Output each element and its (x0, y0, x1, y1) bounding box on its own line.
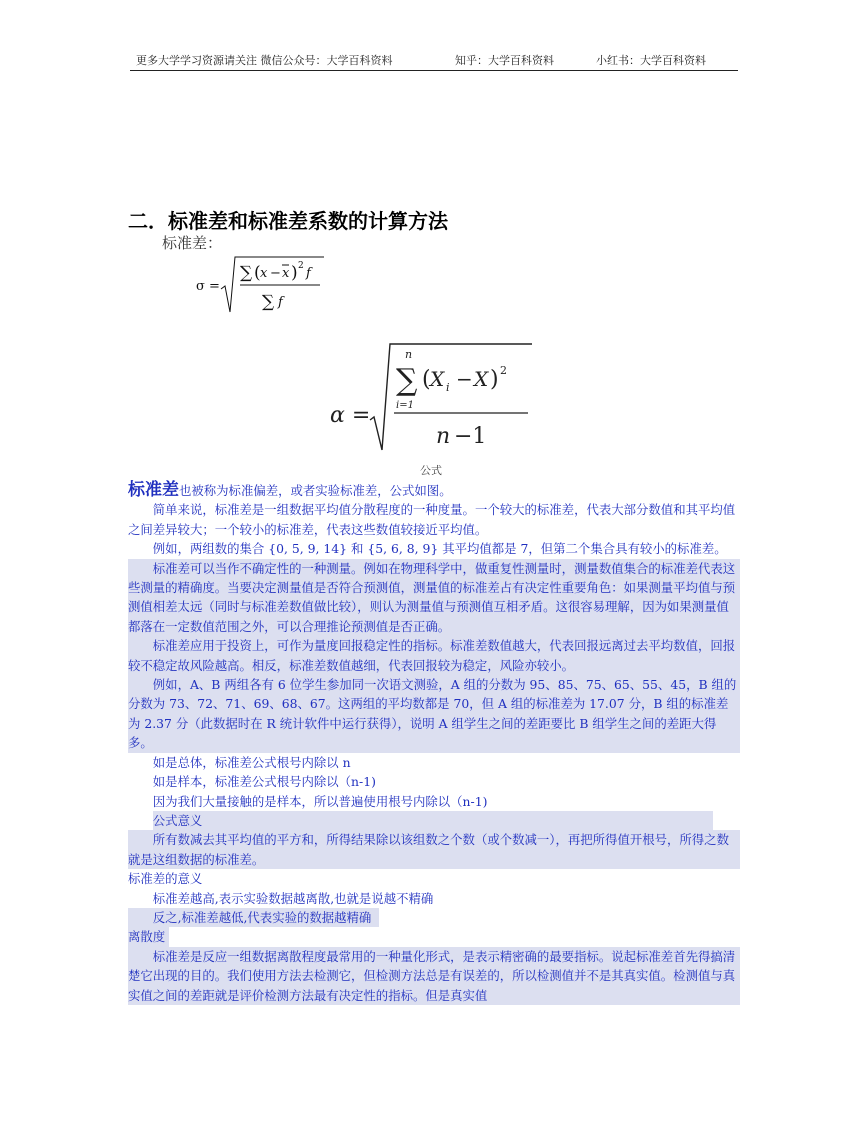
document-body (128, 481, 740, 1005)
paragraph-14: 离散度 (128, 927, 169, 946)
svg-text:(: ( (422, 367, 431, 392)
paragraph-10: 所有数减去其平均值的平方和，所得结果除以该组数之个数（或个数减一），再把所得值开根号，所得之数就是这组数据的标准差。 (128, 830, 740, 869)
header-middle-text: 知乎：大学百科资料 (455, 54, 554, 67)
paragraph-13: 反之,标准差越低,代表实验的数据越精确 (128, 908, 379, 927)
paragraph-3: 标准差可以当作不确定性的一种测量。例如在物理科学中，做重复性测量时，测量数值集合的标准差代表这些测量的精确度。当要决定测量值是否符合预测值，测量值的标准差占有决定性重要角色：如果测量平均值与预测值相差太远（同时与标准差数值做比较），则认为测量值与预测值互相矛盾。这很容易理解，因为如果测量值都落在一定数值范围之外，可以合理推论预测值是否正确。 (128, 559, 740, 637)
paragraph-5: 例如，A、B 两组各有 6 位学生参加同一次语文测验，A 组的分数为 95、85、75、65、55、45，B 组的分数为 73、72、71、69、68、67。这两组的平均数都是 70，但 A 组的标准差为 17.07 分，B 组的标准差为 2.37 分（此数据时在 R 统计软件中运行获得），说明 A 组学生之间的差距要比 B 组学生之间的差距大得多。 (128, 675, 740, 753)
svg-text:f: f (278, 295, 283, 310)
section-title: 二．标准差和标准差系数的计算方法 (128, 209, 448, 233)
paragraph-7: 如是样本，标准差公式根号内除以（n-1) (152, 774, 376, 790)
intro-paragraph (128, 481, 740, 500)
paragraph-9-wrap (128, 811, 740, 830)
svg-text:∑: ∑ (396, 363, 418, 398)
svg-text:∑: ∑ (262, 292, 275, 312)
lead-rest: 也被称为标准偏差，或者实验标准差，公式如图。 (179, 483, 452, 498)
header-left-text: 更多大学学习资源请关注 微信公众号：大学百科资料 (136, 54, 393, 67)
std-formula-grouped (196, 252, 331, 322)
svg-text:x: x (260, 266, 268, 281)
lead-term: 标准差 (128, 480, 179, 500)
svg-text:n: n (436, 424, 451, 449)
svg-text:n: n (405, 348, 413, 361)
svg-text:X: X (430, 367, 445, 391)
formula1-lhs: σ = (196, 279, 220, 294)
svg-text:−1: −1 (454, 424, 487, 449)
svg-text:x: x (282, 266, 290, 281)
svg-text:2: 2 (500, 364, 507, 377)
header-right-text: 小红书：大学百科资料 (596, 54, 706, 67)
paragraph-12: 标准差越高,表示实验数据越离散,也就是说越不精确 (152, 890, 434, 906)
formula-caption: 公式 (420, 464, 442, 477)
paragraph-15: 标准差是反应一组数据离散程度最常用的一种量化形式，是表示精密确的最要指标。说起标准差首先得搞清楚它出现的目的。我们使用方法去检测它，但检测方法总是有误差的，所以检测值并不是其真实值。检测值与真实值之间的差距就是评价检测方法最有决定性的指标。但是真实值 (128, 947, 740, 1005)
std-formula-sample (326, 340, 541, 455)
svg-text:): ) (490, 367, 499, 392)
paragraph-9: 公式意义 (153, 811, 713, 830)
paragraph-2: 例如，两组数的集合 {0, 5, 9, 14} 和 {5, 6, 8, 9} 其平均值都是 7，但第二个集合具有较小的标准差。 (152, 541, 727, 557)
std-label: 标准差： (162, 234, 223, 252)
paragraph-13-wrap (128, 908, 740, 927)
svg-text:f: f (306, 266, 311, 281)
svg-text:): ) (291, 263, 298, 283)
svg-text:X: X (474, 367, 489, 391)
paragraph-14-wrap (128, 927, 740, 946)
paragraph-1: 简单来说，标准差是一组数据平均值分散程度的一种度量。一个较大的标准差，代表大部分数值和其平均值之间差异较大；一个较小的标准差，代表这些数值较接近平均值。 (128, 502, 736, 537)
svg-text:2: 2 (298, 261, 304, 271)
paragraph-6: 如是总体，标准差公式根号内除以 n (152, 754, 351, 770)
svg-text:∑: ∑ (240, 263, 253, 283)
paragraph-8: 因为我们大量接触的是样本，所以普遍使用根号内除以（n-1) (152, 793, 488, 809)
formula2-lhs: α = (330, 403, 371, 428)
svg-text:(: ( (254, 263, 261, 283)
paragraph-11: 标准差的意义 (128, 871, 203, 887)
svg-text:−: − (456, 367, 473, 391)
svg-text:−: − (270, 266, 281, 281)
svg-text:i: i (446, 381, 450, 394)
svg-text:i=1: i=1 (396, 400, 414, 411)
page-header (130, 50, 738, 71)
paragraph-4: 标准差应用于投资上，可作为量度回报稳定性的指标。标准差数值越大，代表回报远离过去平均数值，回报较不稳定故风险越高。相反，标准差数值越细，代表回报较为稳定，风险亦较小。 (128, 636, 740, 675)
